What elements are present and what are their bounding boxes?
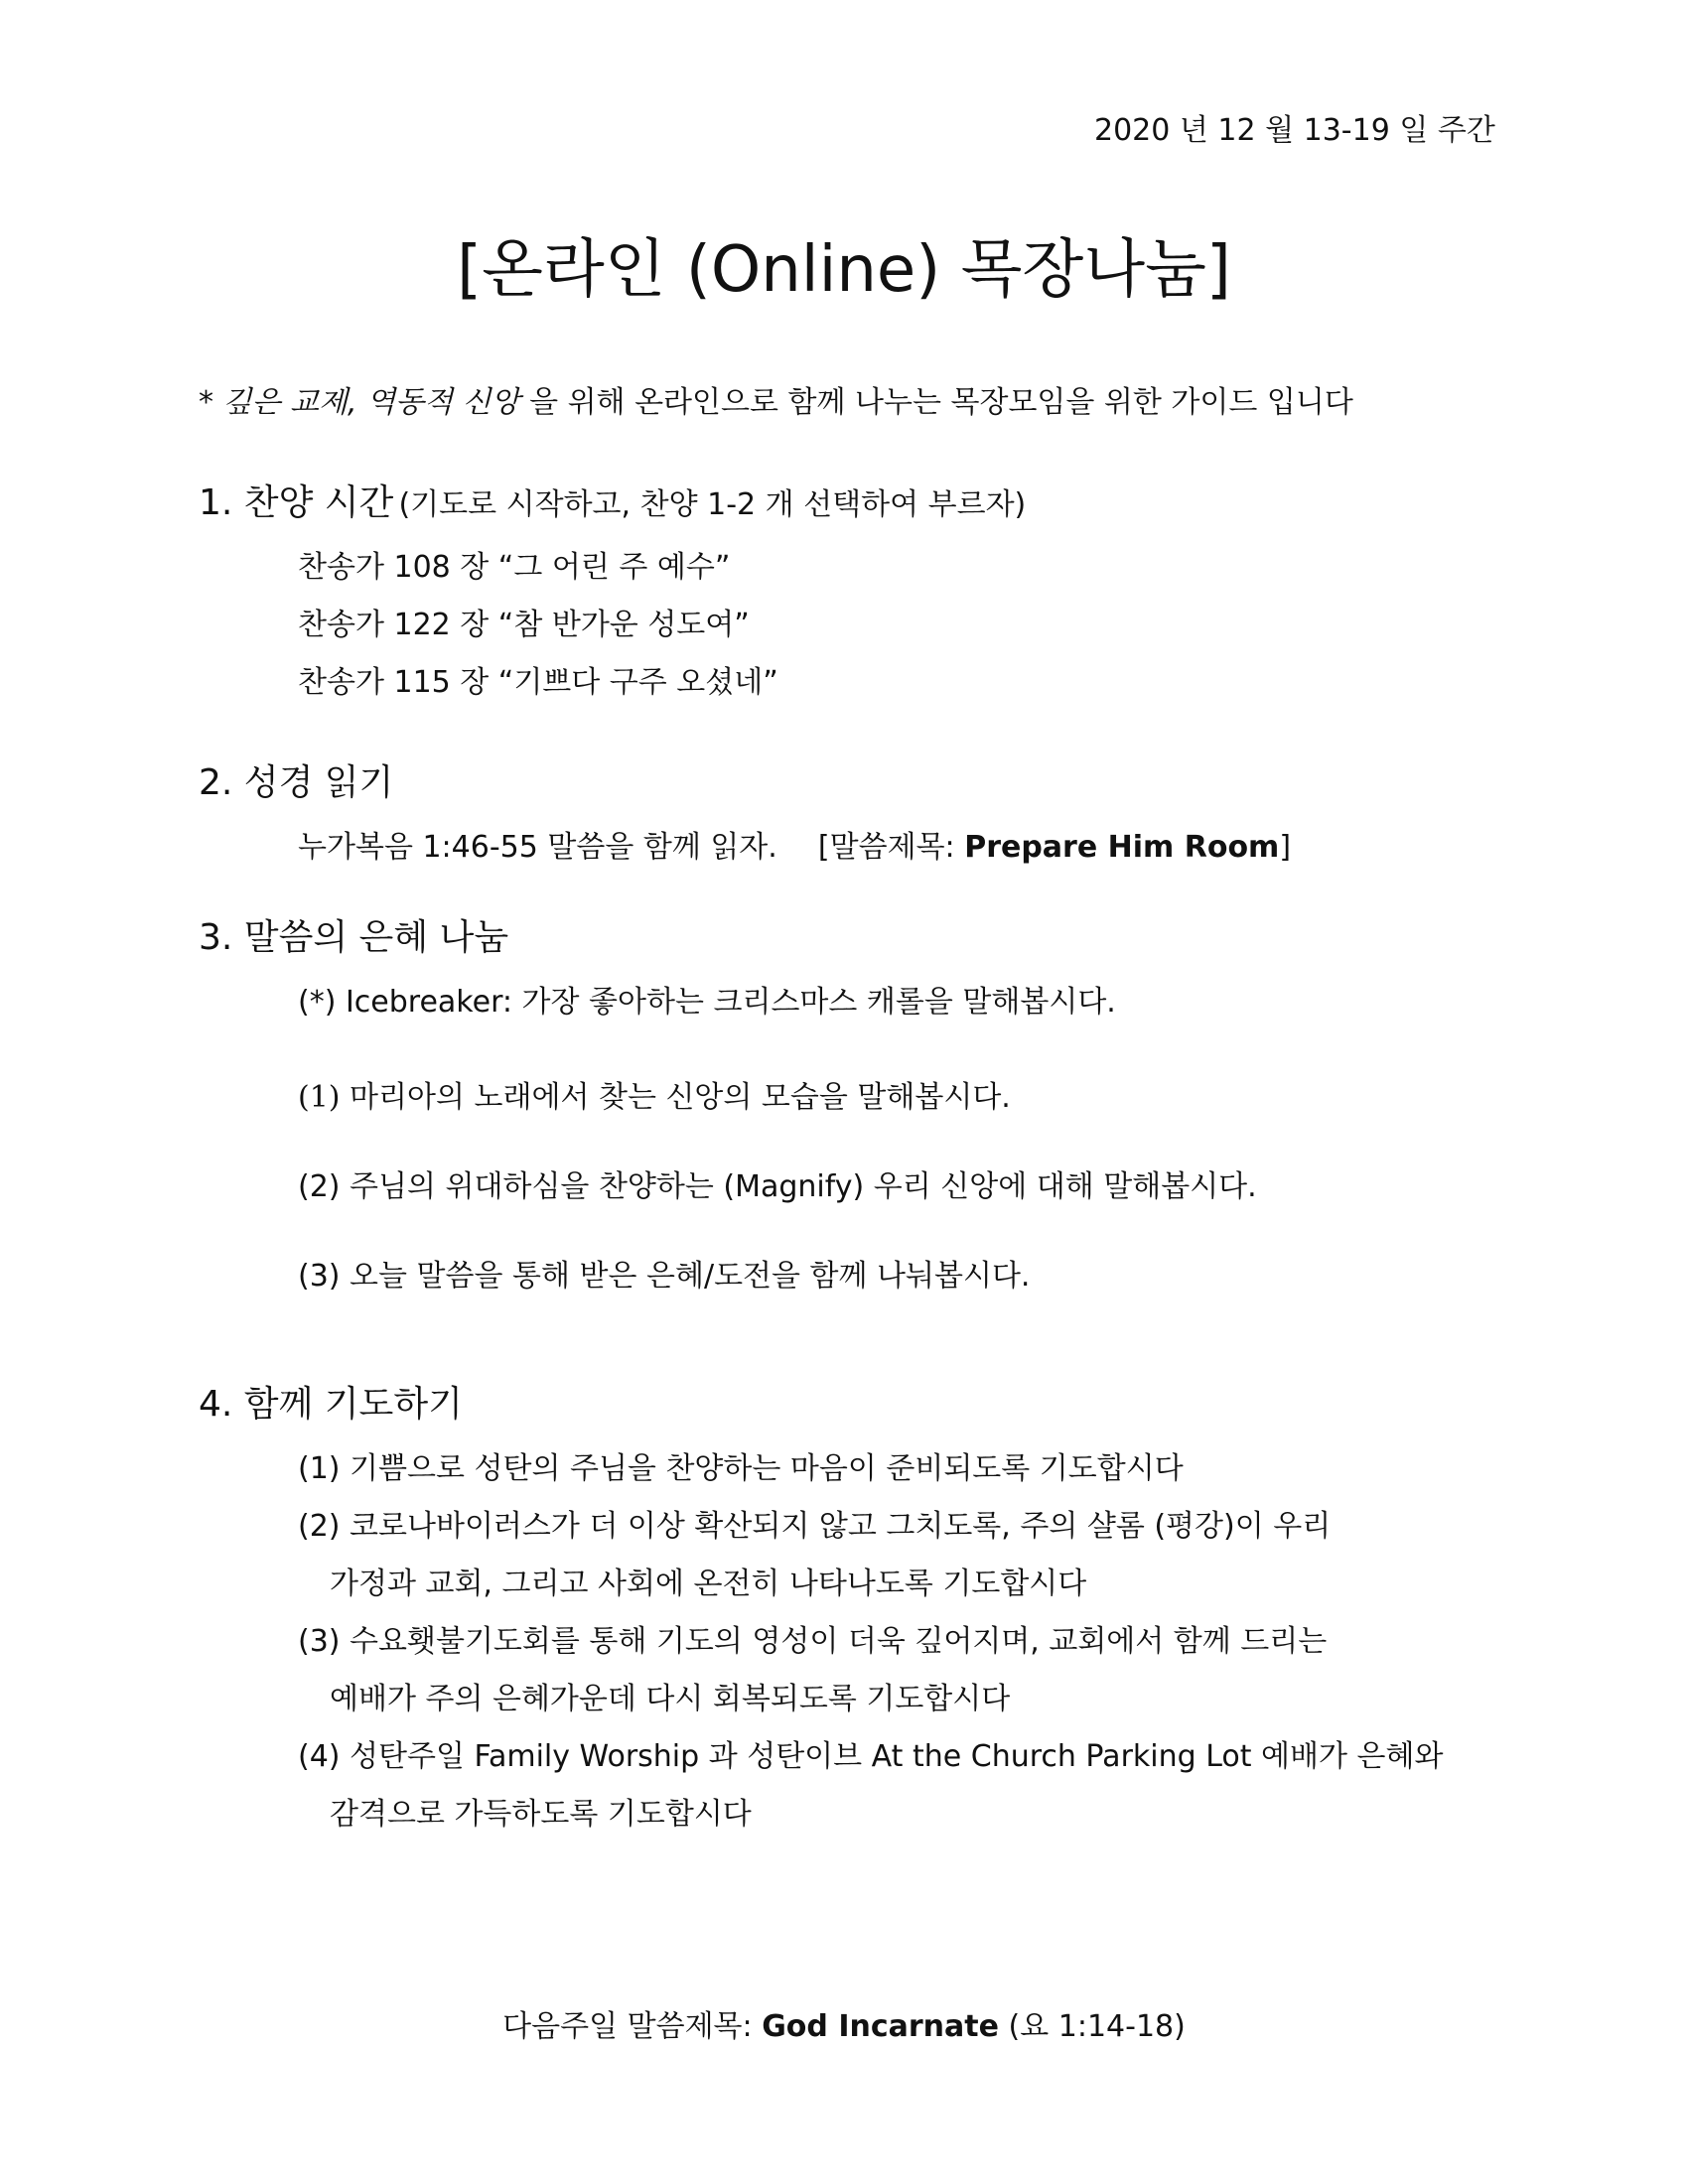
question-1-number: (1): [298, 1080, 341, 1115]
intro-italic: 깊은 교제, 역동적 신앙: [222, 385, 520, 420]
page-title: [온라인 (Online) 목장나눔]: [457, 233, 1231, 307]
section-2-title: 2. 성경 읽기: [199, 762, 394, 803]
intro-line: [199, 377, 1353, 421]
next-sermon-title: God Incarnate: [762, 2009, 999, 2044]
prayer-4-line-1: (4) 성탄주일 Family Worship 과 성탄이브 At the Church Parking Lot 예배가 은혜와: [298, 1739, 1444, 1774]
section-1-title: 1. 찬양 시간: [199, 482, 394, 523]
reading-text: 누가복음 1:46-55 말씀을 함께 읽자.: [298, 830, 777, 865]
prayer-3-line-2: 예배가 주의 은혜가운데 다시 회복되도록 기도합시다: [330, 1682, 1011, 1716]
week-date: 2020 년 12 월 13-19 일 주간: [1094, 113, 1495, 148]
question-2: (2) 주님의 위대하심을 찬양하는 (Magnify) 우리 신앙에 대해 말해봅시다.: [298, 1169, 1257, 1204]
next-sermon-prefix: 다음주일 말씀제목:: [502, 2009, 753, 2044]
reading-line: [298, 822, 1291, 866]
question-3: (3) 오늘 말씀을 통해 받은 은혜/도전을 함께 나눠봅시다.: [298, 1259, 1031, 1294]
prayer-3-line-1: (3) 수요횃불기도회를 통해 기도의 영성이 더욱 깊어지며, 교회에서 함께 드리는: [298, 1624, 1328, 1659]
section-4-title: 4. 함께 기도하기: [199, 1384, 463, 1425]
icebreaker-prefix: (*) Icebreaker:: [298, 985, 512, 1020]
icebreaker-line: [298, 977, 1116, 1021]
hymn-item: 찬송가 108 장 “그 어린 주 예수”: [298, 550, 731, 585]
prayer-2-line-1: (2) 코로나바이러스가 더 이상 확산되지 않고 그치도록, 주의 샬롬 (평강)이 우리: [298, 1509, 1332, 1544]
section-3-title: 3. 말씀의 은혜 나눔: [199, 917, 509, 958]
section-1-note: (기도로 시작하고, 찬양 1-2 개 선택하여 부르자): [398, 487, 1027, 522]
question-1-text: 마리아의 노래에서 찾는 신앙의 모습을 말해봅시다.: [350, 1080, 1011, 1115]
prayer-2-line-2: 가정과 교회, 그리고 사회에 온전히 나타나도록 기도합시다: [330, 1567, 1087, 1601]
prayer-1: (1) 기쁨으로 성탄의 주님을 찬양하는 마음이 준비되도록 기도합시다: [298, 1451, 1184, 1486]
prayer-4-line-2: 감격으로 가득하도록 기도합시다: [330, 1797, 752, 1832]
sermon-prefix: [말씀제목:: [817, 830, 955, 865]
next-sermon: [0, 2001, 1688, 2045]
intro-rest: 을 위해 온라인으로 함께 나누는 목장모임을 위한 가이드 입니다: [529, 385, 1353, 420]
section-1-heading: [199, 475, 1026, 525]
sermon-suffix: ]: [1279, 830, 1292, 865]
question-1: [298, 1072, 1011, 1116]
icebreaker-text: 가장 좋아하는 크리스마스 캐롤을 말해봅시다.: [521, 985, 1116, 1020]
hymn-item: 찬송가 122 장 “참 반가운 성도여”: [298, 608, 750, 642]
sermon-title: Prepare Him Room: [964, 830, 1280, 865]
hymn-item: 찬송가 115 장 “기쁘다 구주 오셨네”: [298, 665, 778, 700]
intro-star: *: [199, 385, 213, 420]
next-sermon-ref: (요 1:14-18): [1008, 2009, 1186, 2044]
